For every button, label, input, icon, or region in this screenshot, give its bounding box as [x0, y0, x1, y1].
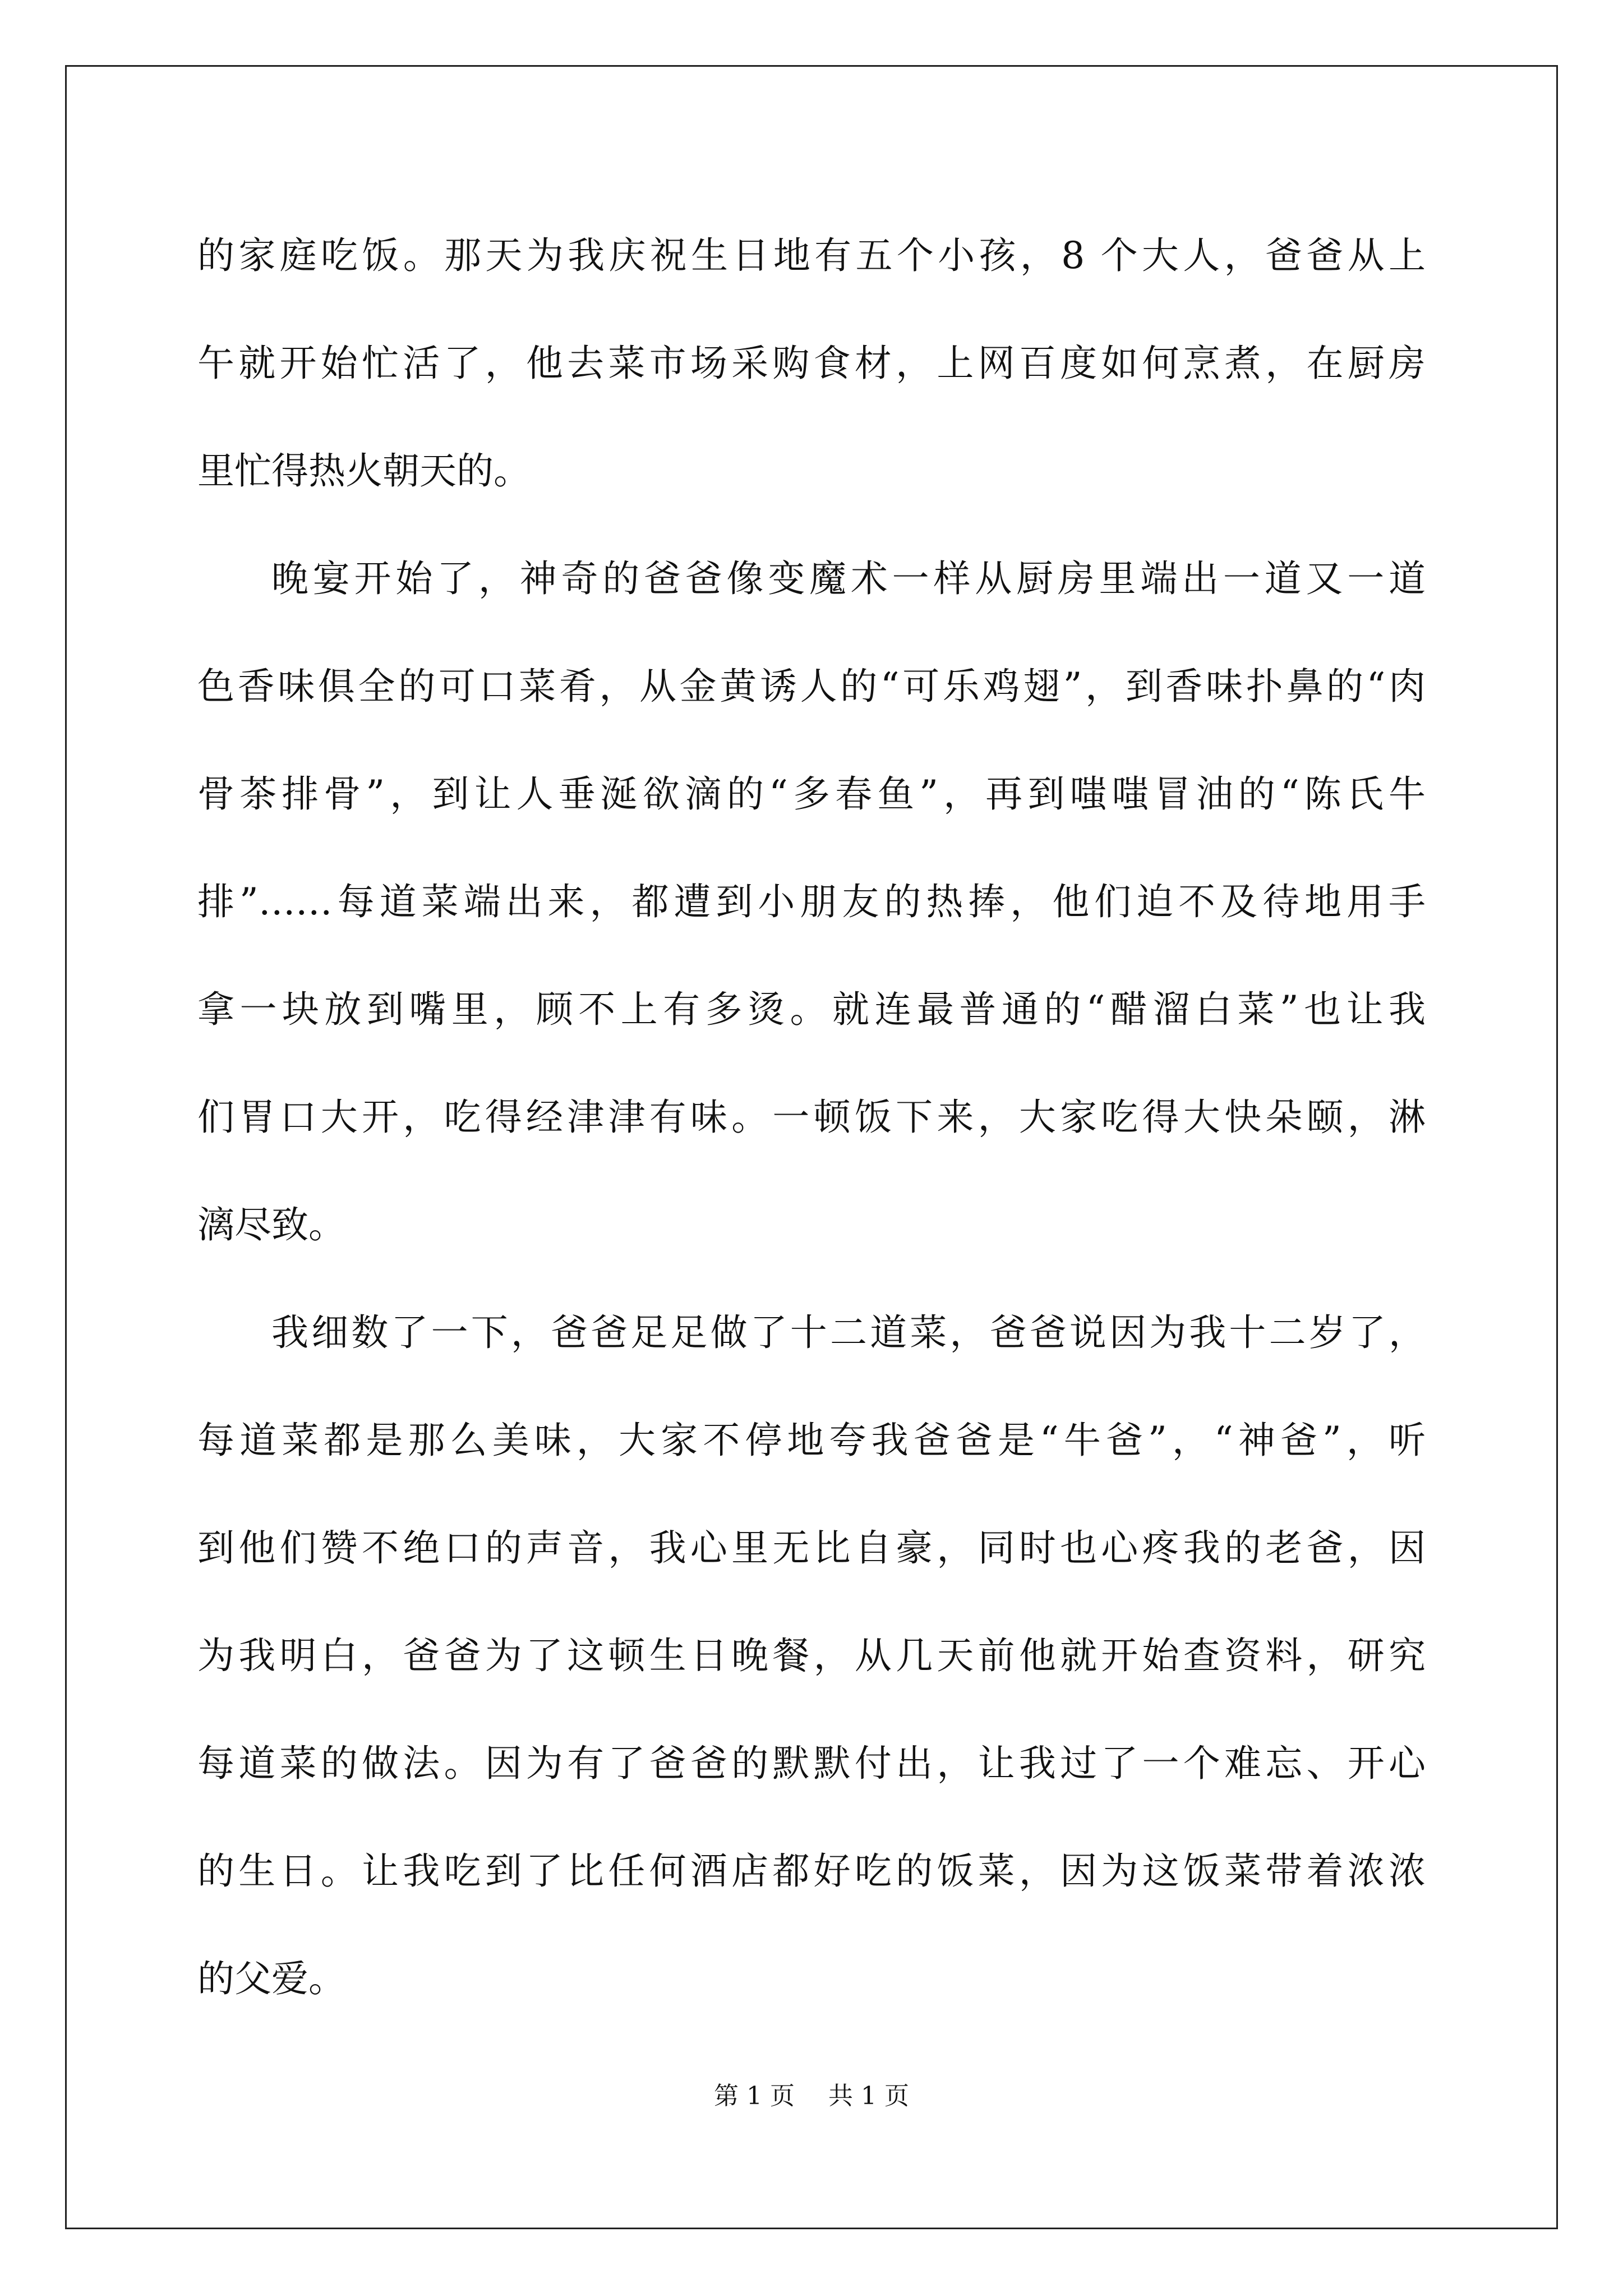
paragraph-2-line-5: 拿一块放到嘴里，顾不上有多烫。就连最普通的“醋溜白菜”也让我 — [197, 988, 1426, 1031]
paragraph-3-line-4: 为我明白，爸爸为了这顿生日晚餐，从几天前他就开始查资料，研究 — [197, 1634, 1426, 1677]
paragraph-2-line-1: 晚宴开始了，神奇的爸爸像变魔术一样从厨房里端出一道又一道 — [271, 557, 1426, 600]
page-number-total: 共 1 页 — [828, 2082, 909, 2110]
paragraph-1-line-1: 的家庭吃饭。那天为我庆祝生日地有五个小孩，8 个大人，爸爸从上 — [197, 234, 1426, 277]
paragraph-1-line-2: 午就开始忙活了，他去菜市场采购食材，上网百度如何烹煮，在厨房 — [197, 342, 1426, 385]
document-body — [197, 202, 1426, 2033]
page-footer — [0, 2076, 1623, 2111]
paragraph-3-line-7: 的父爱。 — [197, 1957, 345, 2000]
paragraph-1-line-3: 里忙得热火朝天的。 — [197, 449, 531, 493]
paragraph-3-line-5: 每道菜的做法。因为有了爸爸的默默付出，让我过了一个难忘、开心 — [197, 1742, 1426, 1785]
page-number-current: 第 1 页 — [714, 2082, 795, 2110]
paragraph-2-line-6: 们胃口大开，吃得经津津有味。一顿饭下来，大家吃得大快朵颐，淋 — [197, 1096, 1426, 1139]
paragraph-2-line-4: 排”……每道菜端出来，都遭到小朋友的热捧，他们迫不及待地用手 — [197, 880, 1426, 923]
paragraph-3-line-3: 到他们赞不绝口的声音，我心里无比自豪，同时也心疼我的老爸，因 — [197, 1526, 1426, 1570]
paragraph-2-line-2: 色香味俱全的可口菜肴，从金黄诱人的“可乐鸡翅”，到香味扑鼻的“肉 — [197, 665, 1426, 708]
paragraph-3-line-2: 每道菜都是那么美味，大家不停地夸我爸爸是“牛爸”，“神爸”，听 — [197, 1419, 1426, 1462]
paragraph-3-line-1: 我细数了一下，爸爸足足做了十二道菜，爸爸说因为我十二岁了， — [271, 1311, 1426, 1354]
paragraph-2-line-3: 骨茶排骨”，到让人垂涎欲滴的“多春鱼”，再到嗤嗤冒油的“陈氏牛 — [197, 772, 1426, 816]
paragraph-3-line-6: 的生日。让我吃到了比任何酒店都好吃的饭菜，因为这饭菜带着浓浓 — [197, 1849, 1426, 1893]
paragraph-2-line-7: 漓尽致。 — [197, 1203, 345, 1246]
